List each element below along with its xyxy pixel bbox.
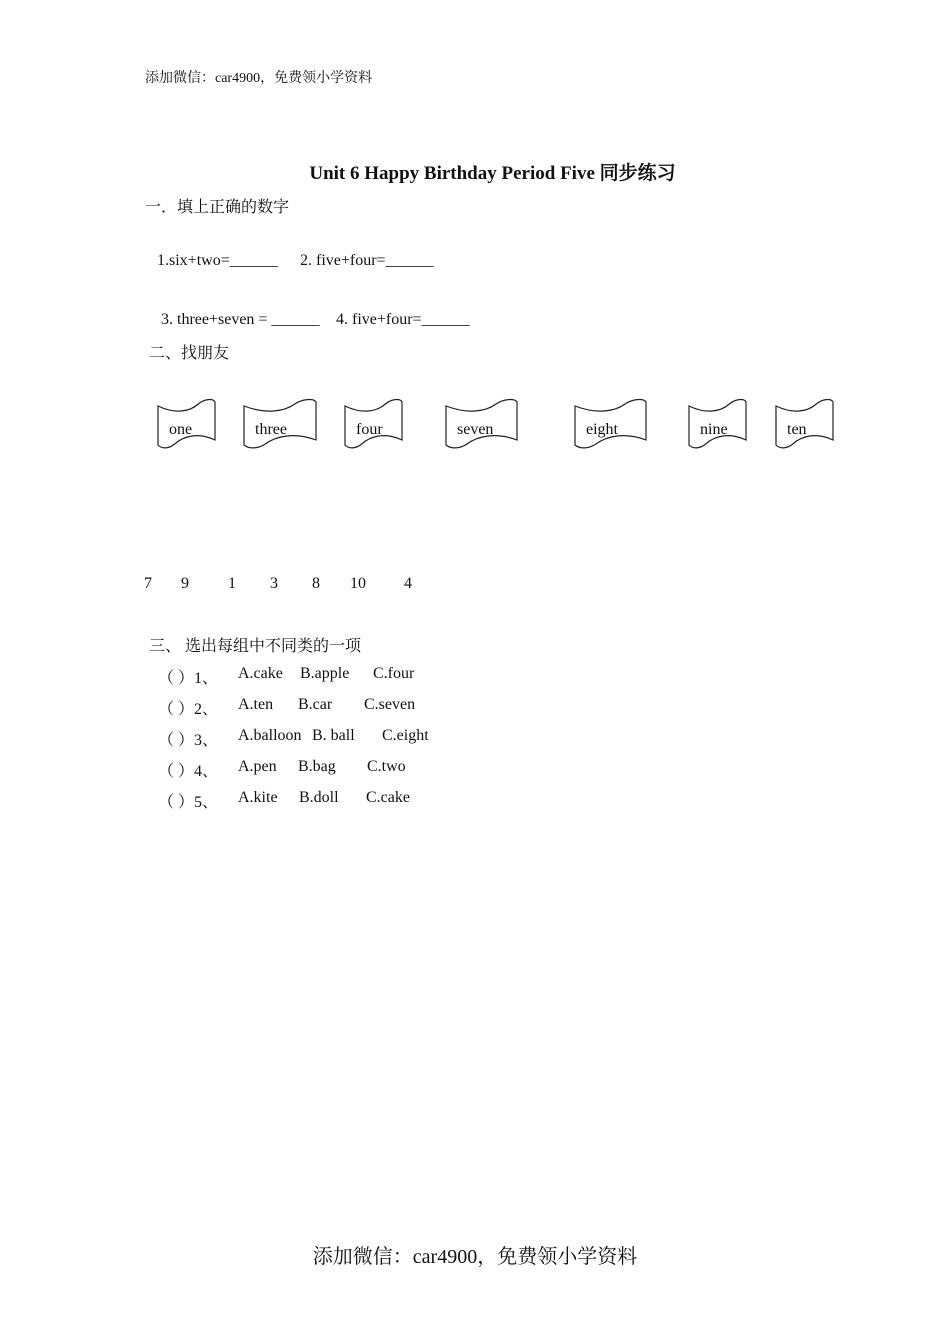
option-c: C.seven (364, 696, 416, 713)
number-item: 4 (404, 575, 412, 592)
word-card-eight (574, 398, 647, 450)
footer-note: 添加微信：car4900，免费领小学资料 (312, 1246, 638, 1268)
option-a: A.kite (238, 789, 278, 806)
word-card-label: four (356, 421, 383, 438)
word-card-label: eight (586, 421, 618, 438)
question-prefix: （ ）1、 (158, 670, 219, 687)
option-b: B.apple (300, 665, 350, 682)
word-card-nine (688, 398, 747, 450)
question-prefix: （ ）4、 (158, 763, 219, 780)
option-a: A.ten (238, 696, 274, 713)
option-b: B.car (298, 696, 333, 713)
word-card-three (243, 398, 317, 450)
question-prefix: （ ）3、 (158, 732, 219, 749)
equation-3 (161, 311, 319, 329)
option-b: B.bag (298, 758, 336, 775)
question-row (0, 727, 950, 749)
number-item: 1 (228, 575, 236, 592)
option-c: C.cake (366, 789, 410, 806)
option-a: A.cake (238, 665, 283, 682)
section1-heading: 一．填上正确的数字 (145, 199, 290, 216)
question-prefix: （ ）5、 (158, 794, 219, 811)
question-row (0, 758, 950, 780)
number-row (0, 575, 950, 597)
word-card-one (157, 398, 216, 450)
word-card-label: one (169, 421, 193, 438)
question-row (0, 665, 950, 687)
word-card-label: seven (457, 421, 494, 438)
option-a: A.balloon (238, 727, 302, 744)
option-b: B. ball (312, 727, 355, 744)
word-card-label: nine (700, 421, 728, 438)
equation-3-num: 3. (161, 311, 173, 328)
equation-2-num: 2. (300, 252, 312, 269)
number-item: 10 (350, 575, 366, 592)
word-card-label: ten (787, 421, 807, 438)
word-card-four (344, 398, 403, 450)
page-title: Unit 6 Happy Birthday Period Five 同步练习 (309, 163, 676, 184)
option-b: B.doll (299, 789, 339, 806)
word-card-label: three (255, 421, 287, 438)
equation-1-num: 1. (157, 252, 169, 269)
option-c: C.eight (382, 727, 429, 744)
header-note: 添加微信：car4900，免费领小学资料 (145, 71, 373, 86)
equation-2-text: five+four=______ (312, 252, 434, 269)
question-row (0, 696, 950, 718)
question-row (0, 789, 950, 811)
section2-heading: 二、找朋友 (149, 345, 230, 362)
option-a: A.pen (238, 758, 277, 775)
section3-heading: 三、 选出每组中不同类的一项 (149, 638, 362, 655)
word-card-seven (445, 398, 518, 450)
number-item: 3 (270, 575, 278, 592)
number-item: 7 (144, 575, 152, 592)
option-c: C.two (367, 758, 406, 775)
equation-4-num: 4. (336, 311, 348, 328)
number-item: 8 (312, 575, 320, 592)
equation-4-text: five+four=______ (348, 311, 470, 328)
equation-3-text: three+seven = ______ (173, 311, 320, 328)
number-item: 9 (181, 575, 189, 592)
equation-4 (336, 311, 470, 329)
equation-2 (300, 252, 434, 270)
equation-1-text: six+two=______ (169, 252, 278, 269)
option-c: C.four (373, 665, 415, 682)
word-card-ten (775, 398, 834, 450)
equation-1 (157, 252, 278, 270)
question-prefix: （ ）2、 (158, 701, 219, 718)
